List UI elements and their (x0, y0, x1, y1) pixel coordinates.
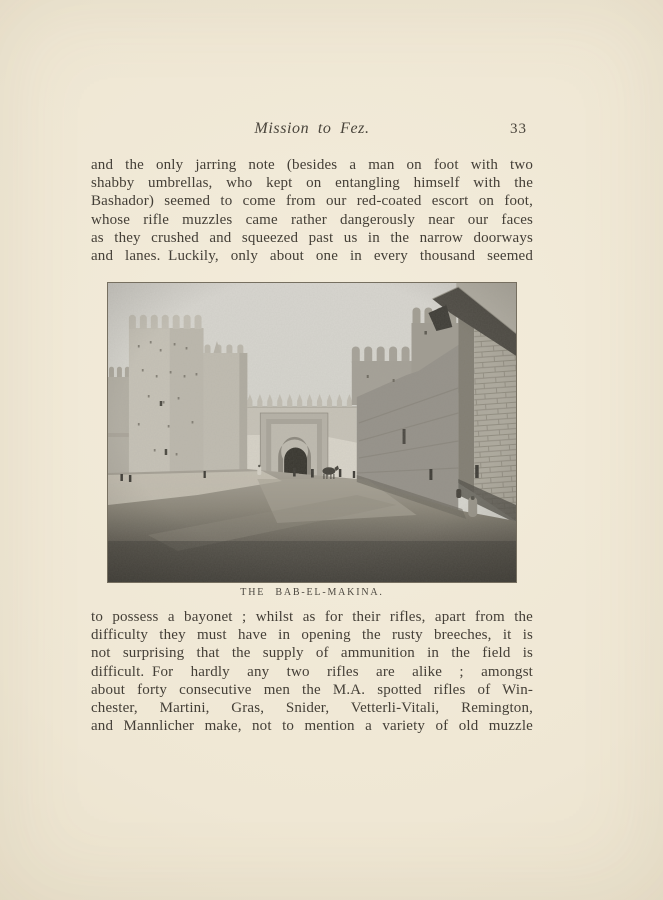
text-line: difficulty they must have in opening the rusty breeches, it is (91, 627, 533, 644)
photo-plate (107, 282, 517, 583)
text-line: and lanes. Luckily, only about one in every thousand seemed (91, 247, 533, 264)
page-header (91, 120, 533, 142)
photo-vignette (108, 283, 516, 582)
text-line: chester, Martini, Gras, Snider, Vetterli-Vitali, Remington, (91, 699, 533, 716)
text-line: difficult. For hardly any two rifles are alike ; amongst (91, 663, 533, 680)
text-line: and Mannlicher make, not to mention a variety of old muzzle (91, 718, 533, 735)
text-line: about forty consecutive men the M.A. spotted rifles of Win- (91, 681, 533, 698)
text-line: Bashador) seemed to come from our red-coated escort on foot, (91, 193, 533, 210)
text-line: not surprising that the supply of ammunition in the field is (91, 645, 533, 662)
text-line: shabby umbrellas, who kept on entangling himself with the (91, 175, 533, 192)
page-number: 33 (510, 121, 527, 137)
text-line: as they crushed and squeezed past us in the narrow doorways (91, 229, 533, 246)
text-line: to possess a bayonet ; whilst as for their rifles, apart from the (91, 609, 533, 625)
paragraph-top (91, 156, 533, 265)
text-line: and the only jarring note (besides a man on foot with two (91, 157, 533, 173)
text-line: whose rifle muzzles came rather dangerously near our faces (91, 211, 533, 228)
figure-caption: THE BAB-EL-MAKINA. (240, 587, 384, 598)
bab-el-makina-photo (108, 283, 516, 582)
paragraph-bottom (91, 608, 533, 735)
running-title: Mission to Fez. (254, 120, 370, 137)
